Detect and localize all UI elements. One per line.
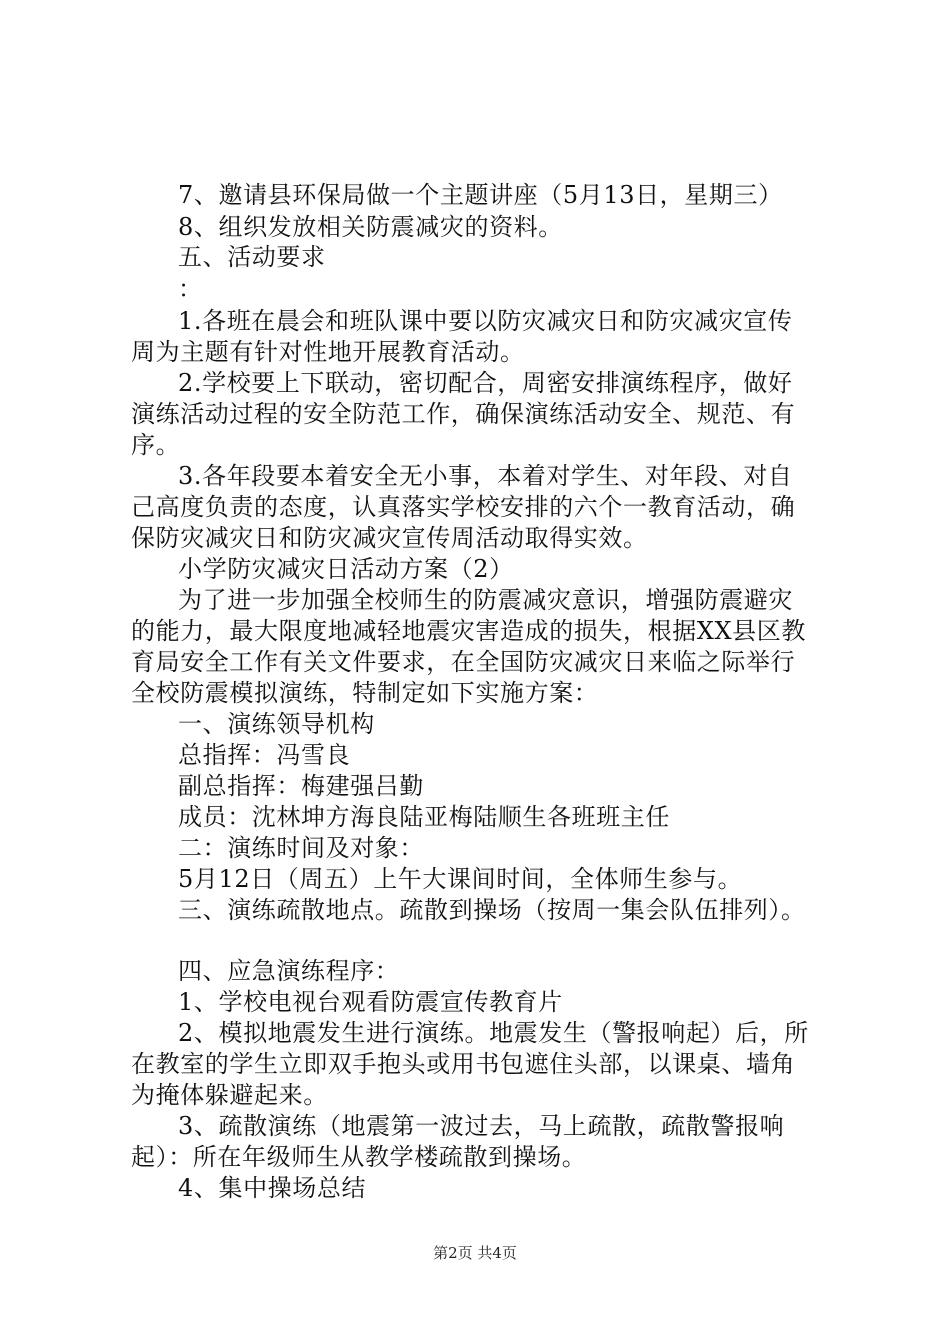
members: 成员：沈林坤方海良陆亚梅陆顺生各班班主任 (178, 803, 670, 831)
procedure-3-line-1: 3、疏散演练（地震第一波过去，马上疏散，疏散警报响 (178, 1112, 785, 1140)
requirement-3-line-2: 己高度负责的态度，认真落实学校安排的六个一教育活动，确 (131, 493, 796, 521)
procedure-2-line-2: 在教室的学生立即双手抱头或用书包遮住头部，以课桌、墙角 (131, 1050, 796, 1078)
plan-title-2: 小学防灾减灾日活动方案（2） (178, 555, 514, 583)
intro-paragraph-line-1: 为了进一步加强全校师生的防震减灾意识，增强防震避灾 (178, 586, 793, 614)
item-7-invite-lecture: 7、邀请县环保局做一个主题讲座（5月13日，星期三） (178, 181, 783, 209)
page-footer: 第2页 共4页 (433, 1244, 517, 1262)
requirement-2-line-3: 序。 (131, 431, 181, 459)
requirement-1-line-1: 1.各班在晨会和班队课中要以防灾减灾日和防灾减灾宣传 (178, 307, 793, 335)
procedure-1: 1、学校电视台观看防震宣传教育片 (178, 988, 563, 1016)
intro-paragraph-line-4: 全校防震模拟演练，特制定如下实施方案： (131, 679, 599, 707)
procedure-2-line-3: 为掩体躲避起来。 (131, 1081, 328, 1109)
procedure-2-line-1: 2、模拟地震发生进行演练。地震发生（警报响起）后，所 (178, 1019, 809, 1047)
requirement-2-line-1: 2.学校要上下联动，密切配合，周密安排演练程序，做好 (178, 369, 793, 397)
section-heading-procedure: 四、应急演练程序： (178, 957, 400, 985)
section-heading-leadership: 一、演练领导机构 (178, 710, 375, 738)
section-heading-time-target: 二：演练时间及对象： (178, 834, 424, 862)
procedure-4: 4、集中操场总结 (178, 1174, 367, 1202)
colon-line: ： (178, 275, 203, 303)
requirement-3-line-1: 3.各年段要本着安全无小事，本着对学生、对年段、对自 (178, 462, 793, 490)
intro-paragraph-line-2: 的能力，最大限度地减轻地震灾害造成的损失，根据XX县区教 (131, 617, 806, 645)
intro-paragraph-line-3: 育局安全工作有关文件要求，在全国防灾减灾日来临之际举行 (131, 648, 796, 676)
item-8-distribute-materials: 8、组织发放相关防震减灾的资料。 (178, 213, 563, 241)
section-heading-requirements: 五、活动要求 (178, 243, 326, 271)
section-heading-location: 三、演练疏散地点。疏散到操场（按周一集会队伍排列）。 (178, 896, 806, 924)
requirement-3-line-3: 保防灾减灾日和防灾减灾宣传周活动取得实效。 (131, 524, 648, 552)
requirement-2-line-2: 演练活动过程的安全防范工作，确保演练活动安全、规范、有 (131, 400, 796, 428)
chief-commander: 总指挥：冯雪良 (178, 741, 351, 769)
deputy-commander: 副总指挥：梅建强吕勤 (178, 772, 424, 800)
procedure-3-line-2: 起）：所在年级师生从教学楼疏散到操场。 (131, 1143, 587, 1171)
requirement-1-line-2: 周为主题有针对性地开展教育活动。 (131, 338, 525, 366)
drill-time: 5月12日（周五）上午大课间时间，全体师生参与。 (178, 865, 743, 893)
